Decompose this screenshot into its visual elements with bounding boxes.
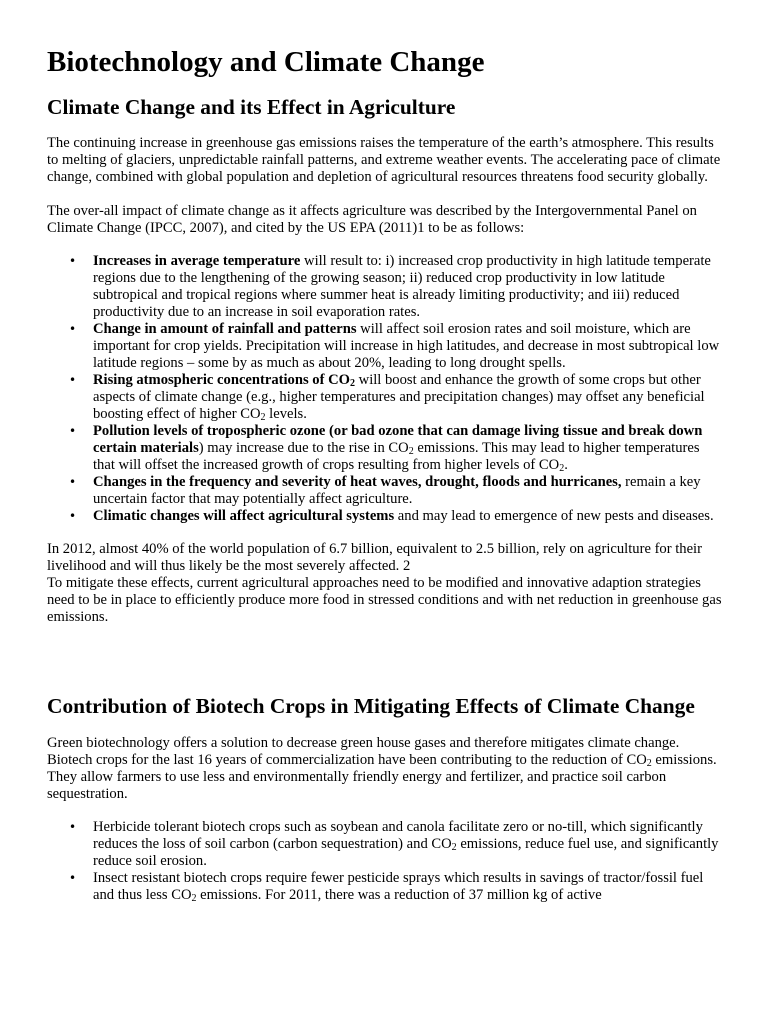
list-item-text: Insect resistant biotech crops require fewer pesticide sprays which results in savings of tractor/fossil fuel and thus less CO [93, 870, 704, 903]
list-item [93, 508, 722, 525]
section-heading-climate-effect: Climate Change and its Effect in Agriculture [47, 95, 456, 119]
biotech-list [47, 819, 722, 904]
paragraph-intro: The continuing increase in greenhouse gas emissions raises the temperature of the earth’s atmosphere. This results to melting of glaciers, unpredictable rainfall patterns, and extreme weather events. The accelerating pace of climate change, combined with global population and depletion of agricultural resources threatens food security globally. [47, 135, 721, 185]
list-item-text: and may lead to emergence of new pests and diseases. [394, 508, 714, 524]
document-title: Biotechnology and Climate Change [47, 46, 485, 78]
impact-list [47, 253, 722, 525]
list-item-text: will affect soil erosion rates and soil moisture, which are important for crop yields. Precipitation will increase in high latitudes, and decrease in most subtropical low latitude regions – some by as much as about 20%, leading to long drought spells. [93, 321, 720, 371]
list-item-bold: Pollution levels of tropospheric ozone (or bad ozone that can damage living tissue and break down certain materials [93, 423, 703, 456]
list-item [93, 253, 722, 321]
paragraph-green-biotech: Green biotechnology offers a solution to decrease green house gases and therefore mitigates climate change. Biotech crops for the last 16 years of commercialization have been contributing to the reduction of $CO_2$ emissions. They allow farmers to use less and environmentally friendly energy and fertilizer, and practice soil carbon sequestration. [47, 735, 717, 802]
paragraph-mitigate: To mitigate these effects, current agricultural approaches need to be modified and innovative adaption strategies need to be in place to efficiently produce more food in stressed conditions and with net reduction in greenhouse gas emissions. [47, 575, 722, 625]
list-item-text: Herbicide tolerant biotech crops such as soybean and canola facilitate zero or no-till, which significantly reduces the loss of soil carbon (carbon sequestration) and CO [93, 819, 703, 852]
list-item-bold: Change in amount of rainfall and patterns [93, 321, 357, 337]
list-item: • Herbicide tolerant biotech crops such as soybean and canola facilitate zero or no-till, which significantly reduces the loss of soil carbon (carbon sequestration) and $CO_2$ emissions, reduce fuel use, and significantly reduce soil erosion. [93, 819, 722, 870]
list-item-bold: Changes in the frequency and severity of heat waves, drought, floods and hurricanes, [93, 474, 622, 490]
list-item-bold: Rising atmospheric concentrations of $CO_2$ [93, 372, 355, 389]
list-item-bold: Climatic changes will affect agricultural systems [93, 508, 395, 524]
list-item-bold: Increases in average temperature [93, 253, 301, 269]
list-item [93, 321, 722, 372]
list-item: • Rising atmospheric concentrations of $CO_2$ will boost and enhance the growth of some crops but other aspects of climate change (e.g., higher temperatures and precipitation changes) may offset any beneficial boosting effect of higher $CO_2$ levels. [93, 372, 722, 423]
list-item-text: will boost and enhance the growth of some crops but other aspects of climate change (e.g., higher temperatures and precipitation changes) may offset any beneficial boosting effect of higher CO [93, 372, 705, 422]
list-item: • Insect resistant biotech crops require fewer pesticide sprays which results in savings of tractor/fossil fuel and thus less $CO_2$ emissions. For 2011, there was a reduction of 37 million kg of active [93, 870, 722, 904]
section-heading-biotech-crops: Contribution of Biotech Crops in Mitigating Effects of Climate Change [47, 694, 695, 718]
list-item-text: will result to: i) increased crop productivity in high latitude temperate regions due to the lengthening of the growing season; ii) reduced crop productivity in low latitude subtropical and tropical regions where summer heat is already limiting productivity; and iii) reduced productivity due to an increase in soil evaporation rates. [93, 253, 711, 320]
list-item-text: remain a key uncertain factor that may potentially affect agriculture. [93, 474, 701, 507]
list-item: • Pollution levels of tropospheric ozone (or bad ozone that can damage living tissue and break down certain materials) may increase due to the rise in $CO_2$ emissions. This may lead to higher temperatures that will offset the increased growth of crops resulting from higher levels of $CO_2$. [93, 423, 722, 474]
paragraph-population: In 2012, almost 40% of the world population of 6.7 billion, equivalent to 2.5 billion, rely on agriculture for their livelihood and will thus likely be the most severely affected. 2 [47, 541, 702, 574]
list-item-text: ) may increase due to the rise in CO [198, 440, 409, 456]
list-item [93, 474, 722, 508]
paragraph-ipcc: The over-all impact of climate change as it affects agriculture was described by the Intergovernmental Panel on Climate Change (IPCC, 2007), and cited by the US EPA (2011)1 to be as follows: [47, 203, 697, 236]
